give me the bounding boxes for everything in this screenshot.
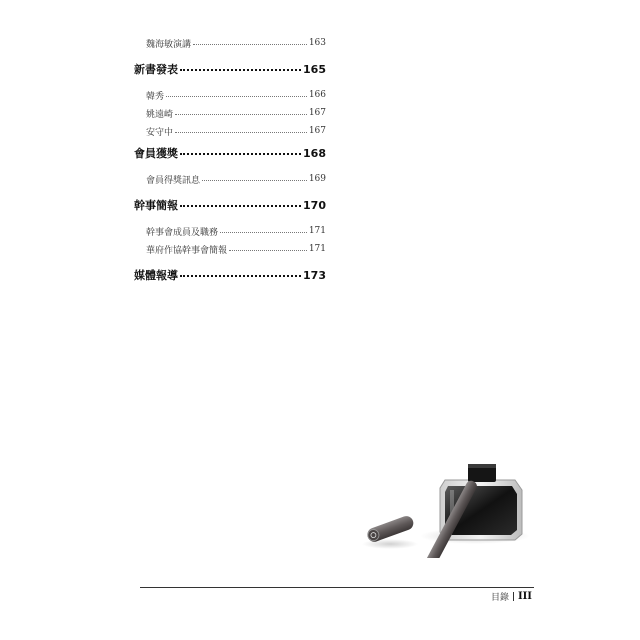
toc-entry[interactable] xyxy=(134,86,326,104)
toc-entry[interactable] xyxy=(134,104,326,122)
toc-section[interactable] xyxy=(134,144,326,162)
dot-leader xyxy=(166,96,307,97)
fountain-pen-and-ink-bottle-icon xyxy=(360,428,530,562)
footer-rule xyxy=(140,587,534,588)
footer-section-label: 目錄 xyxy=(490,593,509,603)
footer-divider xyxy=(513,592,514,601)
toc-entry-title: 華府作協幹事會簡報 xyxy=(146,245,228,256)
toc-entry-title: 幹事會成員及職務 xyxy=(146,227,219,238)
footer-page-number: III xyxy=(517,591,532,602)
toc-section-title: 會員獲獎 xyxy=(134,147,178,160)
toc-entry-page: 171 xyxy=(308,226,326,236)
toc-entry-title: 安守中 xyxy=(146,127,174,138)
dot-leader xyxy=(202,180,307,181)
page-footer xyxy=(491,590,532,603)
toc-section[interactable] xyxy=(134,196,326,214)
dot-leader xyxy=(180,205,301,207)
toc-entry-title: 韓秀 xyxy=(146,91,165,102)
toc-entry-title: 魏海敏演講 xyxy=(146,39,192,50)
toc-section-title: 新書發表 xyxy=(134,63,178,76)
dot-leader xyxy=(220,232,307,233)
dot-leader xyxy=(180,275,301,277)
toc-section-page: 165 xyxy=(303,62,326,76)
toc-entry[interactable] xyxy=(134,122,326,140)
toc-entry[interactable] xyxy=(134,222,326,240)
toc-entry-page: 167 xyxy=(308,108,326,118)
dot-leader xyxy=(193,44,307,45)
toc-entry[interactable] xyxy=(134,34,326,52)
toc-section[interactable] xyxy=(134,266,326,284)
dot-leader xyxy=(180,69,301,71)
dot-leader xyxy=(229,250,307,251)
dot-leader xyxy=(175,132,307,133)
toc-section-page: 168 xyxy=(303,146,326,160)
dot-leader xyxy=(180,153,301,155)
toc-entry-page: 171 xyxy=(308,244,326,254)
toc-entry[interactable] xyxy=(134,240,326,258)
toc-entry-page: 167 xyxy=(308,126,326,136)
toc-section-page: 173 xyxy=(303,268,326,282)
dot-leader xyxy=(175,114,307,115)
table-of-contents xyxy=(134,34,326,284)
toc-section-title: 媒體報導 xyxy=(134,269,178,282)
toc-entry-page: 163 xyxy=(308,38,326,48)
toc-entry-page: 169 xyxy=(308,174,326,184)
toc-entry-title: 姚遠崎 xyxy=(146,109,174,120)
toc-section-page: 170 xyxy=(303,198,326,212)
toc-section[interactable] xyxy=(134,60,326,78)
toc-entry[interactable] xyxy=(134,170,326,188)
toc-entry-title: 會員得獎訊息 xyxy=(146,175,201,186)
toc-section-title: 幹事簡報 xyxy=(134,199,178,212)
toc-entry-page: 166 xyxy=(308,90,326,100)
